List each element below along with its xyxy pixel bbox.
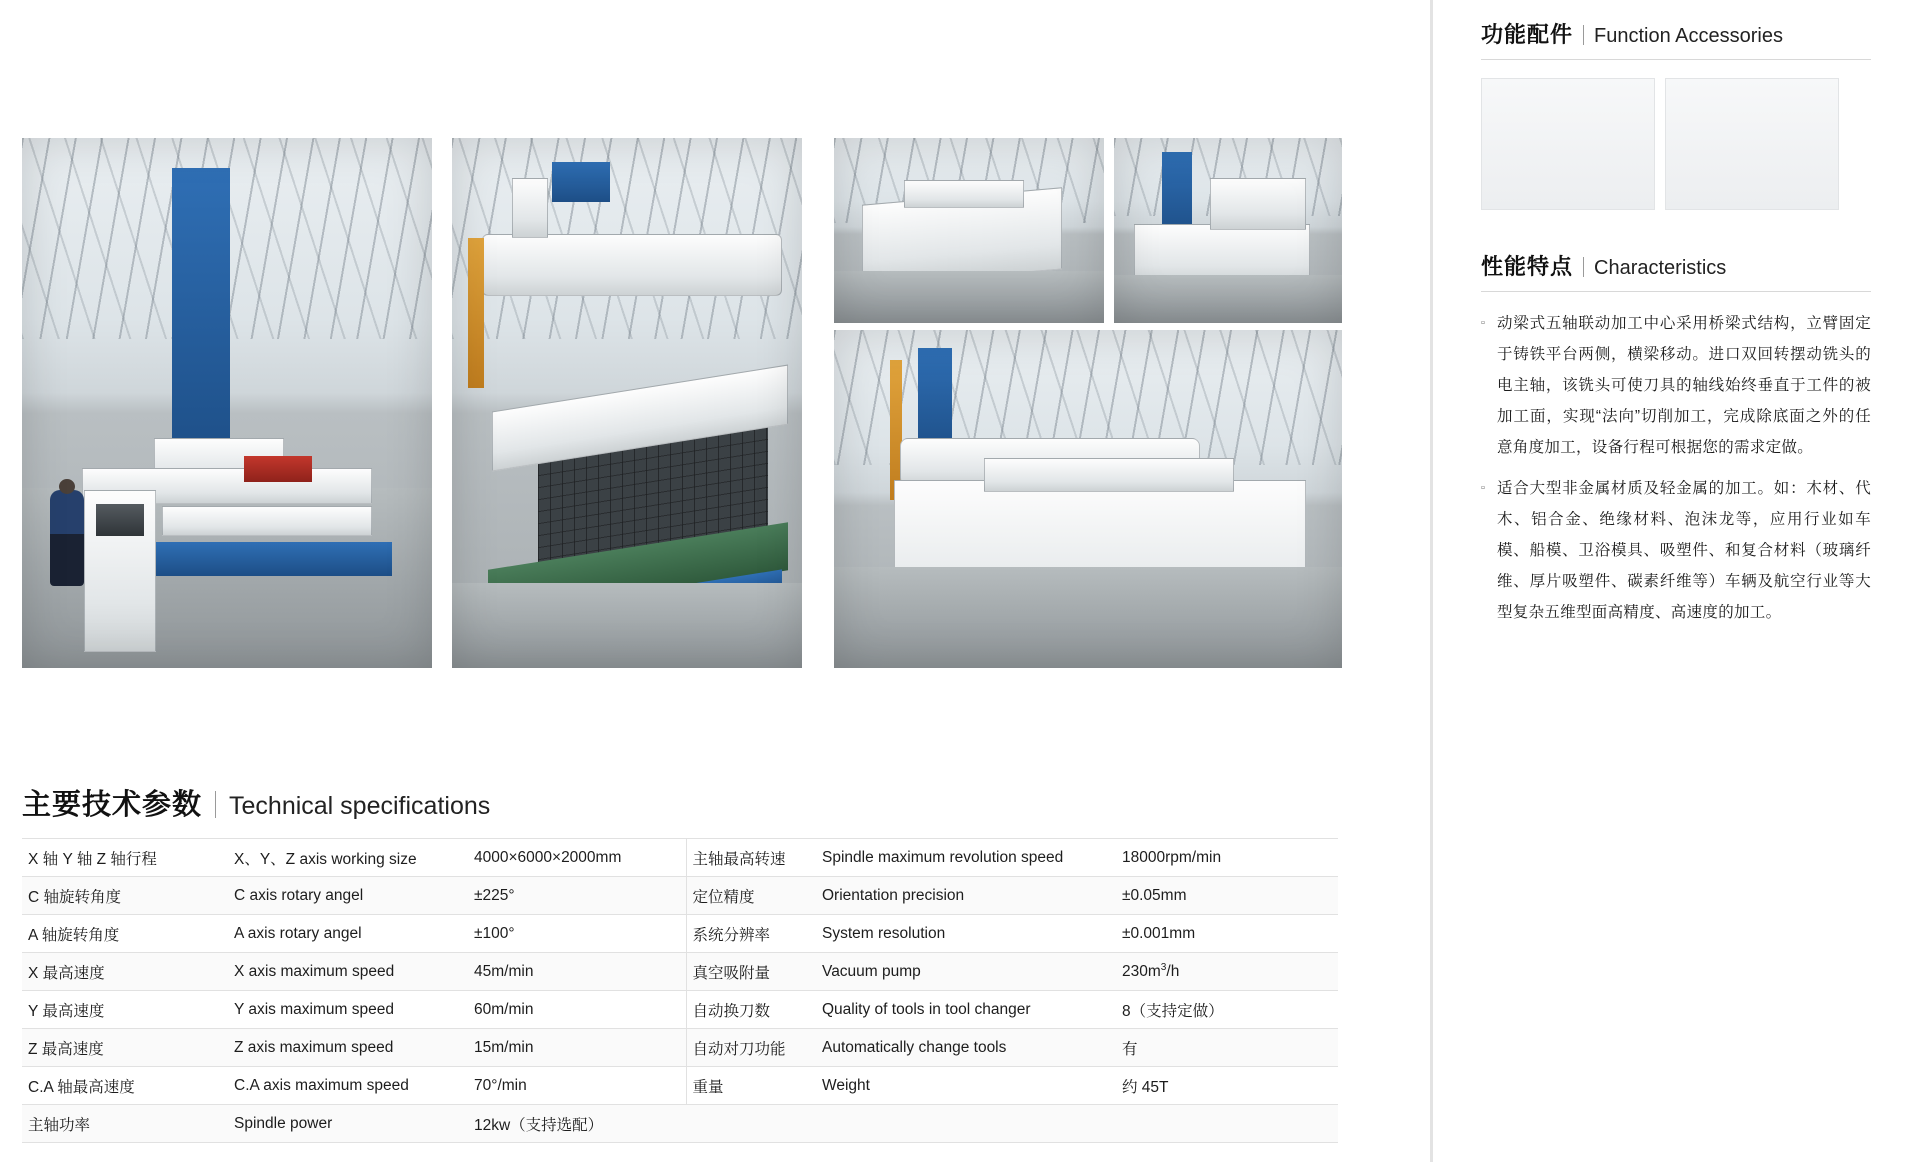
function-accessories-heading bbox=[1481, 18, 1871, 49]
accessory-render-red-machine bbox=[1665, 78, 1839, 210]
table-row bbox=[22, 953, 1338, 991]
spec-label-cn: 自动对刀功能 bbox=[686, 1029, 816, 1067]
table-row bbox=[22, 1029, 1338, 1067]
spec-label-cn: Z 最高速度 bbox=[22, 1029, 228, 1067]
characteristics-list bbox=[1481, 308, 1871, 628]
spec-value: 60m/min bbox=[468, 991, 686, 1029]
spec-label-cn: 主轴功率 bbox=[22, 1105, 228, 1143]
spec-value: $230m^3/h$ bbox=[1116, 953, 1338, 991]
list-item bbox=[1481, 308, 1871, 463]
photo-gallery bbox=[22, 138, 1342, 668]
accessory-image-row bbox=[1481, 78, 1871, 210]
characteristic-text: 适合大型非金属材质及轻金属的加工。如：木材、代木、铝合金、绝缘材料、泡沫龙等，应用行业如车模、船模、卫浴模具、吸塑件、和复合材料（玻璃纤维、厚片吸塑件、碳素纤维等）车辆及航空行业等大型复杂五维型面高精度、高速度的加工。 bbox=[1497, 480, 1871, 621]
spec-empty-cell bbox=[816, 1105, 1116, 1143]
spec-label-en: Automatically change tools bbox=[816, 1029, 1116, 1067]
photo-gantry-machine-operator bbox=[22, 138, 432, 668]
spec-value: 8（支持定做） bbox=[1116, 991, 1338, 1029]
spec-value: ±0.05mm bbox=[1116, 877, 1338, 915]
spec-label-cn: 重量 bbox=[686, 1067, 816, 1105]
spec-label-cn: 真空吸附量 bbox=[686, 953, 816, 991]
technical-specifications-heading bbox=[22, 782, 490, 823]
table-row bbox=[22, 991, 1338, 1029]
spec-label-en: X axis maximum speed bbox=[228, 953, 468, 991]
characteristics-heading bbox=[1481, 250, 1871, 281]
heading-rule bbox=[1481, 59, 1871, 60]
spec-label-en: System resolution bbox=[816, 915, 1116, 953]
photo-gantry-worktable bbox=[452, 138, 802, 668]
spec-label-en: Y axis maximum speed bbox=[228, 991, 468, 1029]
spec-value: ±100° bbox=[468, 915, 686, 953]
spec-empty-cell bbox=[1116, 1105, 1338, 1143]
characteristic-text: 动梁式五轴联动加工中心采用桥梁式结构，立臂固定于铸铁平台两侧，横梁移动。进口双回转摆动铣头的电主轴，该铣头可使刀具的轴线始终垂直于工件的被加工面，实现“法向”切削加工，完成除底面之外的任意角度加工，设备行程可根据您的需求定做。 bbox=[1497, 315, 1871, 456]
spec-label-en: C.A axis maximum speed bbox=[228, 1067, 468, 1105]
bullet-marker-icon: ▫ bbox=[1481, 317, 1485, 329]
spec-value: 70°/min bbox=[468, 1067, 686, 1105]
spec-value: 4000×6000×2000mm bbox=[468, 839, 686, 877]
spec-value: 45m/min bbox=[468, 953, 686, 991]
spec-label-cn: 系统分辨率 bbox=[686, 915, 816, 953]
spec-label-cn: 定位精度 bbox=[686, 877, 816, 915]
spec-label-cn: X 轴 Y 轴 Z 轴行程 bbox=[22, 839, 228, 877]
spec-value: ±0.001mm bbox=[1116, 915, 1338, 953]
spec-title-cn: 主要技术参数 bbox=[22, 789, 203, 821]
spec-value: 15m/min bbox=[468, 1029, 686, 1067]
title-separator bbox=[1583, 25, 1584, 45]
spec-label-cn: X 最高速度 bbox=[22, 953, 228, 991]
bullet-marker-icon: ▫ bbox=[1481, 482, 1485, 494]
spec-label-en: Z axis maximum speed bbox=[228, 1029, 468, 1067]
spec-label-en: Spindle power bbox=[228, 1105, 468, 1143]
spec-label-cn: Y 最高速度 bbox=[22, 991, 228, 1029]
spec-label-cn: C 轴旋转角度 bbox=[22, 877, 228, 915]
table-row bbox=[22, 915, 1338, 953]
table-row bbox=[22, 1105, 1338, 1143]
accessory-render-green-machine bbox=[1481, 78, 1655, 210]
spec-label-cn: 主轴最高转速 bbox=[686, 839, 816, 877]
spec-label-en: Spindle maximum revolution speed bbox=[816, 839, 1116, 877]
spec-value: 有 bbox=[1116, 1029, 1338, 1067]
table-row bbox=[22, 877, 1338, 915]
spec-label-en: Vacuum pump bbox=[816, 953, 1116, 991]
photo-full-enclosed-machine bbox=[834, 330, 1342, 668]
characteristics-title-cn: 性能特点 bbox=[1481, 254, 1574, 279]
photo-enclosure-frame-right bbox=[1114, 138, 1342, 323]
title-separator bbox=[215, 791, 216, 818]
characteristics-title-en: Characteristics bbox=[1594, 257, 1727, 279]
spec-value: ±225° bbox=[468, 877, 686, 915]
list-item bbox=[1481, 473, 1871, 628]
title-separator bbox=[1583, 257, 1584, 277]
spec-label-en: C axis rotary angel bbox=[228, 877, 468, 915]
spec-value: 12kw（支持选配） bbox=[468, 1105, 686, 1143]
heading-rule bbox=[1481, 291, 1871, 292]
accessories-title-cn: 功能配件 bbox=[1481, 22, 1574, 47]
spec-label-en: Weight bbox=[816, 1067, 1116, 1105]
table-row bbox=[22, 839, 1338, 877]
spec-value: 18000rpm/min bbox=[1116, 839, 1338, 877]
spec-empty-cell bbox=[686, 1105, 816, 1143]
spec-label-cn: C.A 轴最高速度 bbox=[22, 1067, 228, 1105]
spec-label-cn: A 轴旋转角度 bbox=[22, 915, 228, 953]
spec-label-en: Quality of tools in tool changer bbox=[816, 991, 1116, 1029]
spec-label-cn: 自动换刀数 bbox=[686, 991, 816, 1029]
right-column bbox=[1433, 0, 1915, 1162]
spec-label-en: A axis rotary angel bbox=[228, 915, 468, 953]
spec-value: 约 45T bbox=[1116, 1067, 1338, 1105]
spec-title-en: Technical specifications bbox=[229, 792, 491, 820]
technical-specifications-table bbox=[22, 838, 1338, 1143]
spec-label-en: X、Y、Z axis working size bbox=[228, 839, 468, 877]
photo-enclosure-frame-left bbox=[834, 138, 1104, 323]
accessories-title-en: Function Accessories bbox=[1594, 25, 1783, 47]
table-row bbox=[22, 1067, 1338, 1105]
spec-label-en: Orientation precision bbox=[816, 877, 1116, 915]
